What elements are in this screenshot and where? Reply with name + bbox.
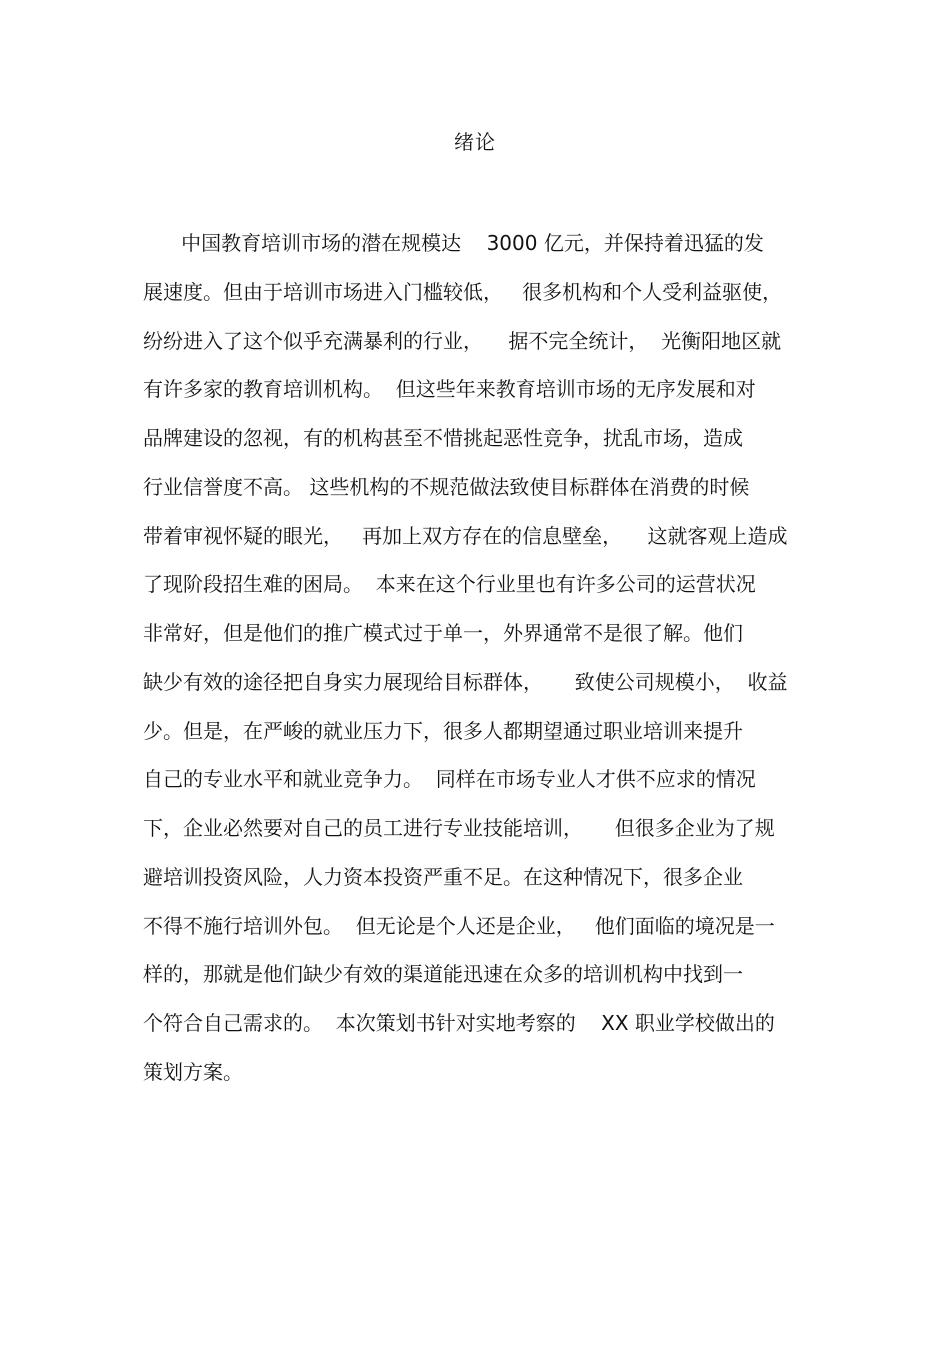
body-line: 展速度。但由于培训市场进入门槛较低， 很多机构和个人受利益驱使，: [143, 279, 783, 304]
body-line: 避培训投资风险，人力资本投资严重不足。在这种情况下，很多企业: [143, 864, 743, 889]
body-line: 有许多家的教育培训机构。 但这些年来教育培训市场的无序发展和对: [143, 377, 756, 402]
document-title: 绪论: [454, 130, 496, 154]
body-line: 自己的专业水平和就业竞争力。 同样在市场专业人才供不应求的情况: [143, 767, 756, 792]
body-line: 样的，那就是他们缺少有效的渠道能迅速在众多的培训机构中找到一: [143, 962, 743, 987]
body-line: 不得不施行培训外包。 但无论是个人还是企业， 他们面临的境况是一: [143, 913, 775, 938]
body-line: 带着审视怀疑的眼光， 再加上双方存在的信息壁垒， 这就客观上造成: [143, 523, 788, 548]
document-body: [143, 228, 813, 1106]
body-line: 行业信誉度不高。 这些机构的不规范做法致使目标群体在消费的时候: [143, 474, 750, 499]
body-line: 了现阶段招生难的困局。 本来在这个行业里也有许多公司的运营状况: [143, 572, 756, 597]
body-line: 少。但是，在严峻的就业压力下，很多人都期望通过职业培训来提升: [143, 718, 743, 743]
body-line: 品牌建设的忽视，有的机构甚至不惜挑起恶性竞争，扰乱市场，造成: [143, 426, 743, 450]
body-line: 策划方案。: [143, 1059, 243, 1084]
body-line: 下，企业必然要对自己的员工进行专业技能培训， 但很多企业为了规: [143, 816, 775, 840]
body-line: 个符合自己需求的。 本次策划书针对实地考察的 XX 职业学校做出的: [143, 1011, 775, 1035]
body-line: 非常好，但是他们的推广模式过于单一，外界通常不是很了解。他们: [143, 621, 743, 645]
body-line: 缺少有效的途径把自身实力展现给目标群体， 致使公司规模小， 收益: [143, 669, 788, 694]
body-line: 纷纷进入了这个似乎充满暴利的行业， 据不完全统计， 光衡阳地区就: [143, 328, 782, 353]
body-line: 中国教育培训市场的潜在规模达 3000 亿元，并保持着迅猛的发: [143, 231, 764, 255]
